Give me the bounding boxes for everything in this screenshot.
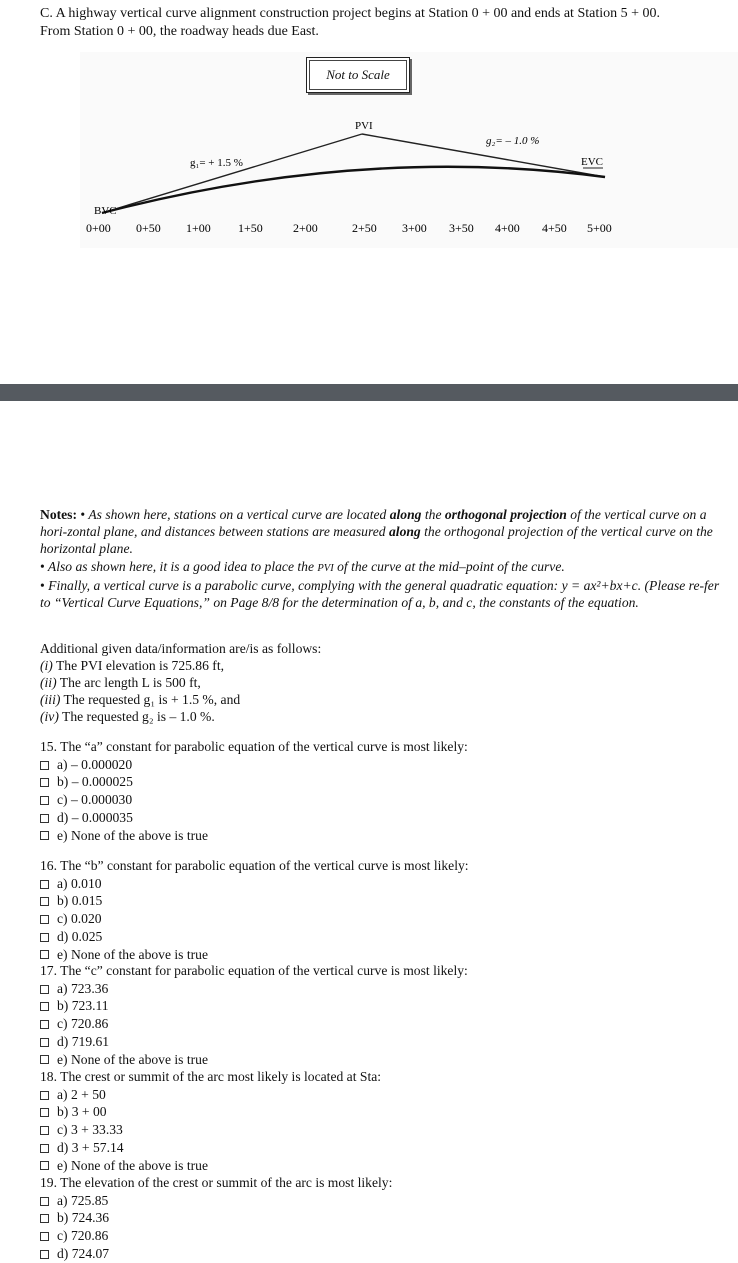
- pvi-label: PVI: [355, 120, 373, 132]
- not-to-scale-label: Not to Scale: [326, 67, 390, 82]
- checkbox[interactable]: [40, 933, 49, 942]
- station-label: 2+50: [352, 221, 377, 235]
- station-label: 4+00: [495, 221, 520, 235]
- curve-diagram: [0, 0, 738, 260]
- checkbox[interactable]: [40, 1232, 49, 1241]
- intro-line-1: C. A highway vertical curve alignment construction project begins at Station 0 + 00 and ends at Station 5 + 00.: [40, 6, 661, 21]
- option-label: b) 3 + 00: [57, 1104, 107, 1120]
- checkbox[interactable]: [40, 831, 49, 840]
- option-label: e) None of the above is true: [57, 1051, 208, 1067]
- checkbox[interactable]: [40, 880, 49, 889]
- option-label: a) 725.85: [57, 1192, 109, 1208]
- evc-label: EVC: [581, 156, 603, 168]
- checkbox[interactable]: [40, 814, 49, 823]
- answer-option[interactable]: [40, 910, 102, 928]
- checkbox[interactable]: [40, 1108, 49, 1117]
- checkbox[interactable]: [40, 1250, 49, 1259]
- answer-option[interactable]: [40, 1192, 108, 1210]
- option-label: d) – 0.000035: [57, 809, 133, 825]
- option-label: c) 720.86: [57, 1228, 109, 1244]
- question-stem: 16. The “b” constant for parabolic equation of the vertical curve is most likely:: [40, 858, 469, 873]
- checkbox[interactable]: [40, 1055, 49, 1064]
- option-label: b) 724.36: [57, 1210, 110, 1226]
- option-label: a) 723.36: [57, 980, 109, 996]
- option-label: c) 0.020: [57, 911, 102, 927]
- checkbox[interactable]: [40, 897, 49, 906]
- checkbox[interactable]: [40, 1214, 49, 1223]
- answer-option[interactable]: [40, 1227, 108, 1245]
- option-label: d) 724.07: [57, 1245, 110, 1261]
- tangent-g2-line: [362, 134, 605, 177]
- option-label: a) 0.010: [57, 875, 102, 891]
- option-label: c) 3 + 33.33: [57, 1122, 123, 1138]
- page-divider: [0, 384, 738, 401]
- answer-option[interactable]: [40, 1086, 106, 1104]
- checkbox[interactable]: [40, 796, 49, 805]
- answer-option[interactable]: [40, 827, 208, 845]
- option-label: a) – 0.000020: [57, 756, 133, 772]
- answer-option[interactable]: [40, 1157, 208, 1175]
- answer-option[interactable]: [40, 1121, 123, 1139]
- station-label: 0+50: [136, 221, 161, 235]
- notes-bullet-3: Finally, a vertical curve is a parabolic curve, complying with the general quadratic equation: y = ax²+bx+c. (Please re-fer to “Vertical Curve Equations,” on Page 8/8 for the determination of a, b, and c, the constants of the equation.: [40, 577, 720, 611]
- answer-option[interactable]: [40, 1015, 108, 1033]
- answer-option[interactable]: [40, 1033, 109, 1051]
- notes-block: Notes: • As shown here, stations on a vertical curve are located along the orthogonal projection of the vertical curve on a hori-zontal plane, and distances between stations are measured along the orthogonal projection of the vertical curve on the horizontal plane. • Also as shown here, it is a good idea to place the PVI of the curve at the mid–point of the curve. • Finally, a vertical curve is a parabolic curve, complying with the general quadratic equation: y = ax²+bx+c. (Please re-fer to “Vertical Curve Equations,” on Page 8/8 for the determination of a, b, and c, the constants of the equation.: [40, 507, 720, 611]
- checkbox[interactable]: [40, 1038, 49, 1047]
- option-label: b) – 0.000025: [57, 774, 133, 790]
- g1-label: g₁= + 1.5 %: [190, 157, 243, 169]
- station-label: 5+00: [587, 221, 612, 235]
- answer-option[interactable]: [40, 928, 102, 946]
- option-label: e) None of the above is true: [57, 1157, 208, 1173]
- station-label: 4+50: [542, 221, 567, 235]
- option-label: e) None of the above is true: [57, 827, 208, 843]
- answer-option[interactable]: [40, 1209, 109, 1227]
- option-label: c) – 0.000030: [57, 792, 133, 808]
- station-tick-labels: [86, 221, 612, 235]
- station-label: 2+00: [293, 221, 318, 235]
- option-label: c) 720.86: [57, 1016, 109, 1032]
- given-title: Additional given data/information are/is as follows:: [40, 641, 322, 656]
- question-stem: 18. The crest or summit of the arc most likely is located at Sta:: [40, 1069, 382, 1084]
- question-stem: 15. The “a” constant for parabolic equation of the vertical curve is most likely:: [40, 739, 468, 754]
- option-label: d) 3 + 57.14: [57, 1139, 124, 1155]
- answer-option[interactable]: [40, 809, 133, 827]
- answer-option[interactable]: [40, 1051, 208, 1069]
- option-label: e) None of the above is true: [57, 946, 208, 962]
- option-label: b) 723.11: [57, 998, 109, 1014]
- station-label: 0+00: [86, 221, 111, 235]
- checkbox[interactable]: [40, 778, 49, 787]
- intro-line-2: From Station 0 + 00, the roadway heads due East.: [40, 24, 319, 39]
- checkbox[interactable]: [40, 1144, 49, 1153]
- given-item: (iii) The requested g₁ is + 1.5 %, and: [40, 692, 241, 707]
- answer-option[interactable]: [40, 1139, 124, 1157]
- answer-option[interactable]: [40, 1245, 109, 1263]
- answer-option[interactable]: [40, 997, 109, 1015]
- bvc-label: BVC: [94, 205, 117, 217]
- checkbox[interactable]: [40, 1161, 49, 1170]
- checkbox[interactable]: [40, 950, 49, 959]
- answer-option[interactable]: [40, 773, 133, 791]
- checkbox[interactable]: [40, 915, 49, 924]
- option-label: b) 0.015: [57, 893, 103, 909]
- option-label: d) 719.61: [57, 1033, 110, 1049]
- answer-option[interactable]: [40, 1103, 107, 1121]
- checkbox[interactable]: [40, 1020, 49, 1029]
- question-stem: 17. The “c” constant for parabolic equation of the vertical curve is most likely:: [40, 963, 468, 978]
- given-item: (i) The PVI elevation is 725.86 ft,: [40, 658, 225, 673]
- answer-option[interactable]: [40, 980, 108, 998]
- checkbox[interactable]: [40, 761, 49, 770]
- checkbox[interactable]: [40, 985, 49, 994]
- station-label: 1+00: [186, 221, 211, 235]
- answer-option[interactable]: [40, 946, 208, 964]
- g2-label: g₂= – 1.0 %: [486, 135, 540, 147]
- answer-option[interactable]: [40, 791, 132, 809]
- answer-option[interactable]: [40, 892, 102, 910]
- checkbox[interactable]: [40, 1002, 49, 1011]
- checkbox[interactable]: [40, 1197, 49, 1206]
- option-label: d) 0.025: [57, 928, 103, 944]
- given-item: (iv) The requested g₂ is – 1.0 %.: [40, 709, 215, 724]
- answer-option[interactable]: [40, 875, 102, 893]
- answer-option[interactable]: [40, 756, 132, 774]
- station-label: 3+50: [449, 221, 474, 235]
- station-label: 1+50: [238, 221, 263, 235]
- question-stem: 19. The elevation of the crest or summit of the arc is most likely:: [40, 1175, 393, 1190]
- option-label: a) 2 + 50: [57, 1086, 106, 1102]
- checkbox[interactable]: [40, 1126, 49, 1135]
- given-item: (ii) The arc length L is 500 ft,: [40, 675, 201, 690]
- station-label: 3+00: [402, 221, 427, 235]
- checkbox[interactable]: [40, 1091, 49, 1100]
- notes-label: Notes:: [40, 507, 77, 522]
